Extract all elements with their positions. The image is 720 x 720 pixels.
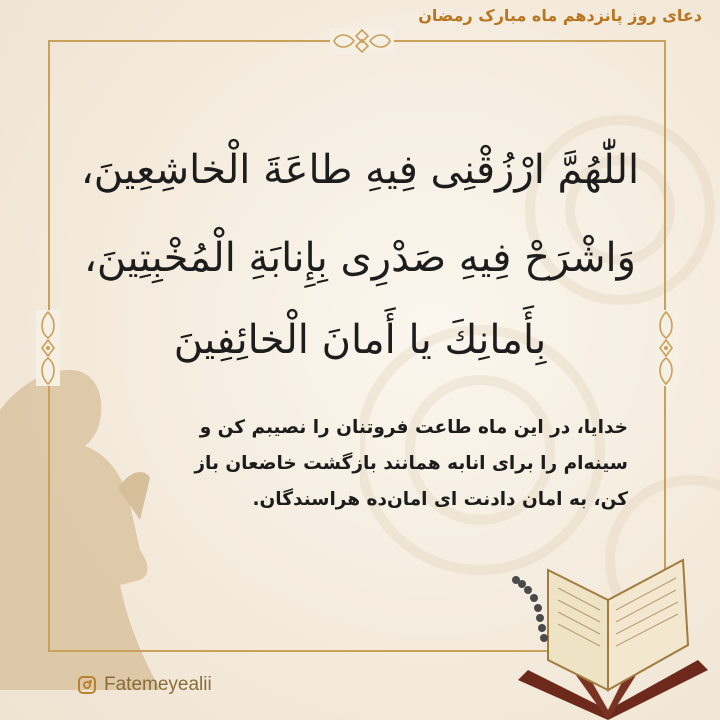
instagram-handle[interactable] <box>78 674 212 696</box>
prayer-line-3: بِأَمانِكَ یا أَمانَ الْخائِفِینَ <box>173 317 547 363</box>
handle-text: Fatemeyealii <box>104 674 212 695</box>
page-title: دعای روز پانزدهم ماه مبارک رمضان <box>418 6 702 25</box>
top-ornament-icon <box>330 28 394 54</box>
right-ornament-icon <box>654 310 678 386</box>
translation-line-3: کن، به امان دادنت ای امان‌ده هراسندگان. <box>252 489 628 510</box>
left-ornament-icon <box>36 310 60 386</box>
prayer-line-1: اللّٰهُمَّ ارْزُقْنِی فِیهِ طاعَةَ الْخاشِعِینَ، <box>80 147 640 193</box>
translation-line-2: سینه‌ام را برای انابه همانند بازگشت خاضعان باز <box>194 453 628 474</box>
quran-on-stand-image <box>508 520 720 720</box>
translation-line-1: خدایا، در این ماه طاعت فروتنان را نصیبم کن و <box>199 417 628 438</box>
prayer-line-2: وَاشْرَحْ فِیهِ صَدْرِی بِإِنابَةِ الْمُخْبِتِینَ، <box>84 235 636 281</box>
instagram-icon <box>78 676 96 694</box>
